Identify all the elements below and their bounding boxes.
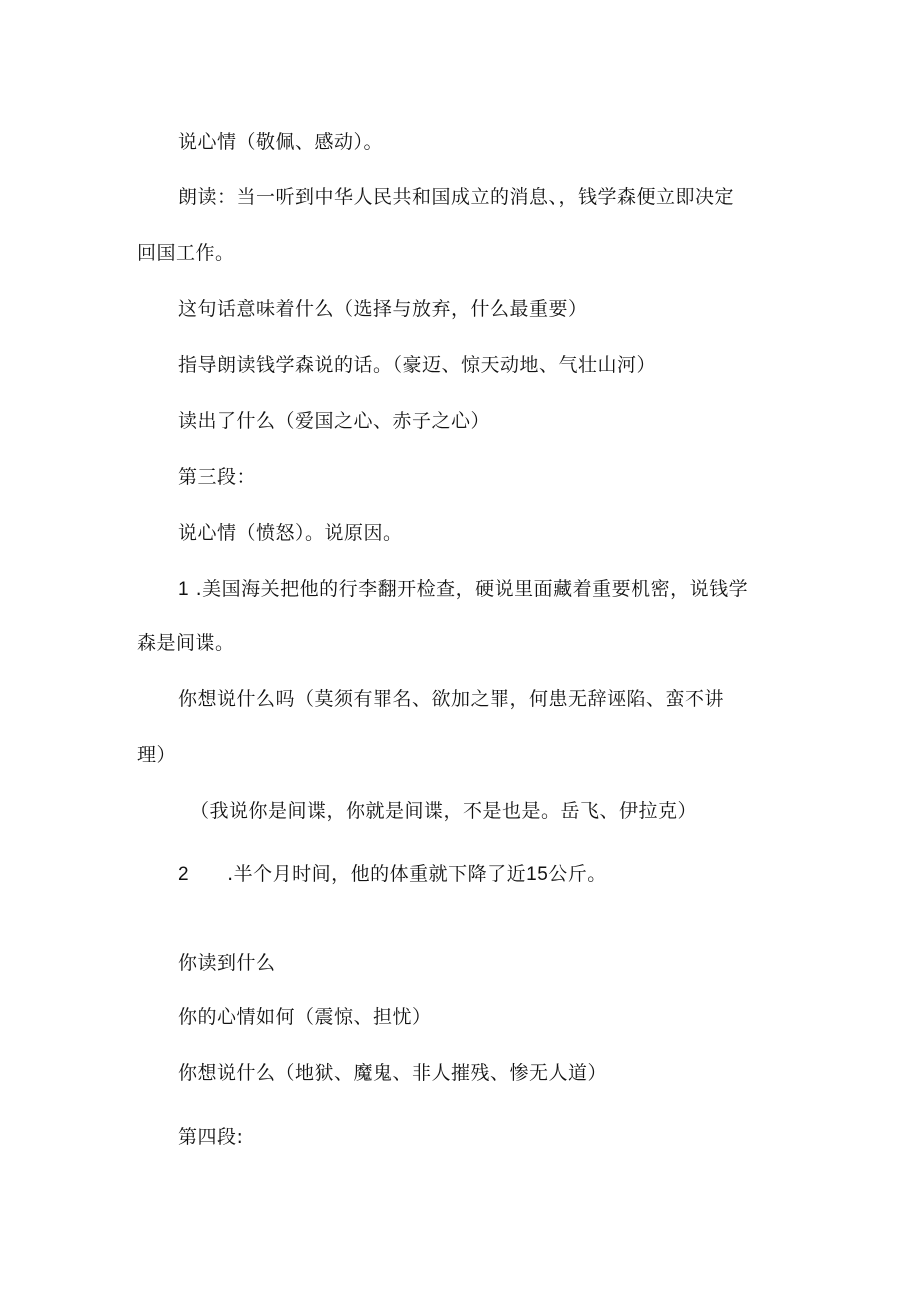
text-line-3: 回国工作。 <box>137 242 235 264</box>
section-heading-4: 第四段: <box>178 1126 244 1148</box>
text-line-13: （我说你是间谍，你就是间谍，不是也是。岳飞、伊拉克） <box>190 800 698 822</box>
text-line-6: 读出了什么（爱国之心、赤子之心） <box>178 410 491 432</box>
section-heading-3: 第三段： <box>178 466 257 488</box>
text-line-16: 你的心情如何（震惊、担忧） <box>178 1006 432 1028</box>
text-line-8: 说心情（愤怒）。说原因。 <box>178 522 403 544</box>
text-line-15: 你读到什么 <box>178 952 276 974</box>
list-number-1: 1 <box>178 579 190 600</box>
text-line-10: 森是间谍。 <box>137 632 235 654</box>
list-item-1 <box>178 577 748 602</box>
list-item-2-text: .半个月时间，他的体重就下降了近 <box>227 863 527 885</box>
list-item-2 <box>178 862 607 887</box>
weight-unit: 公斤。 <box>548 863 607 885</box>
text-line-1: 说心情（敬佩、感动）。 <box>178 131 384 153</box>
list-item-1-text: .美国海关把他的行李翻开检查，硬说里面藏着重要机密，说钱学 <box>195 578 749 600</box>
weight-value: 15 <box>526 864 549 885</box>
text-line-2: 朗读：当一听到中华人民共和国成立的消息、，钱学森便立即决定 <box>178 186 735 208</box>
text-line-12: 理） <box>137 744 177 766</box>
text-line-11: 你想说什么吗（莫须有罪名、欲加之罪，何患无辞诬陷、蛮不讲 <box>178 688 725 710</box>
text-line-17: 你想说什么（地狱、魔鬼、非人摧残、惨无人道） <box>178 1062 608 1084</box>
text-line-5: 指导朗读钱学森说的话。（豪迈、惊天动地、气壮山河） <box>178 354 657 376</box>
text-line-4: 这句话意味着什么（选择与放弃，什么最重要） <box>178 298 588 320</box>
list-number-2: 2 <box>178 864 190 885</box>
